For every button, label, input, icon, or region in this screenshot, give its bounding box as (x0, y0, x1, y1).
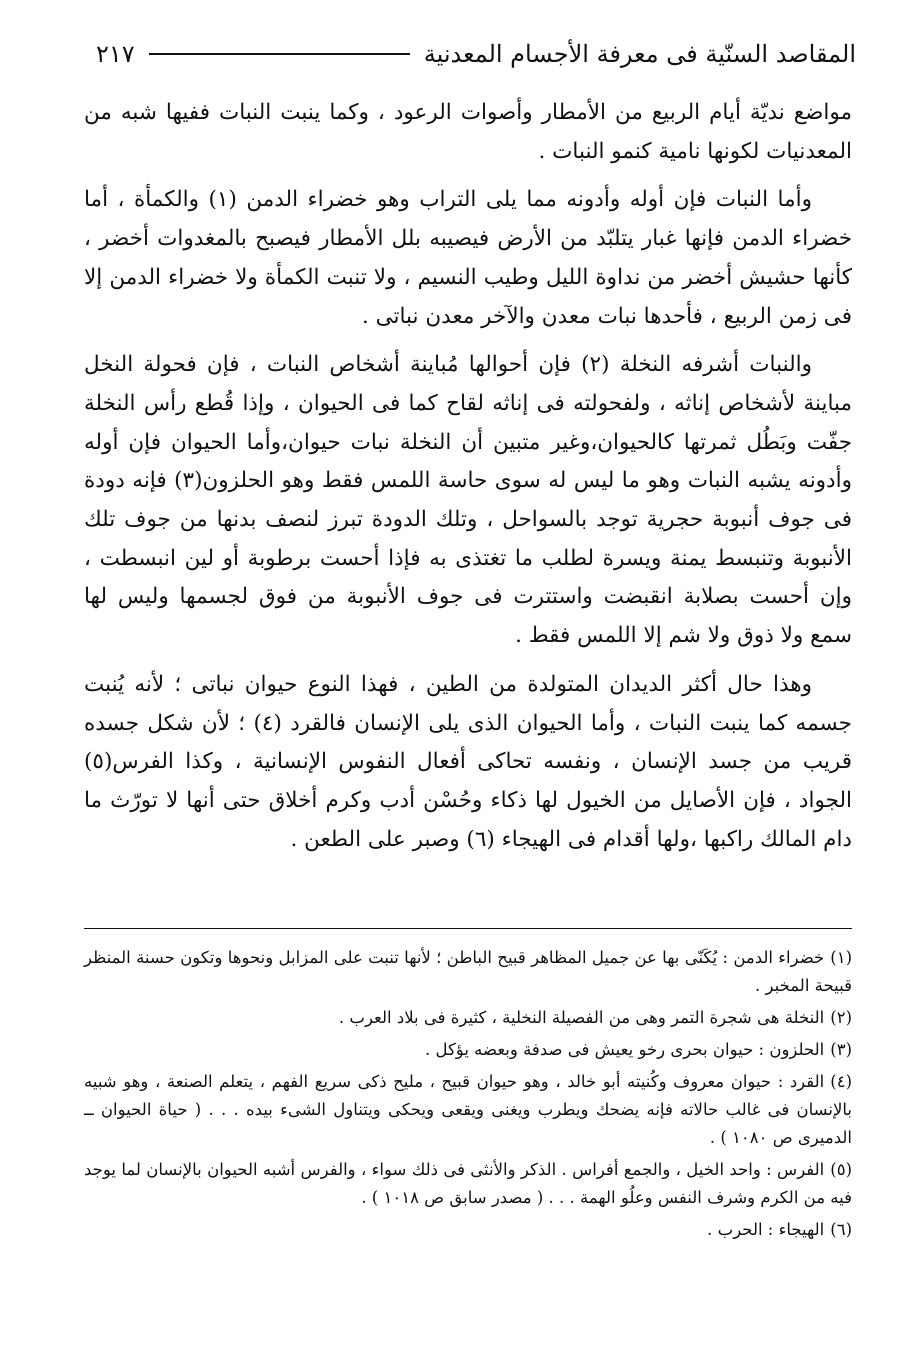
footnote (84, 1036, 852, 1064)
footnote-text: النخلة هى شجرة التمر وهى من الفصيلة النخلية ، كثيرة فى بلاد العرب . (338, 1008, 825, 1027)
footnote (84, 1004, 852, 1032)
footnote-separator (84, 928, 852, 929)
paragraph: وهذا حال أكثر الديدان المتولدة من الطين ، فهذا النوع حيوان نباتى ؛ لأنه يُنبت جسمه كما ينبت النبات ، وأما الحيوان الذى يلى الإنسان فالقرد (٤) ؛ لأن شكل جسده قريب من جسد الإنسان ، ونفسه تحاكى أفعال النفوس الإنسانية ، وكذا الفرس(٥) الجواد ، فإن الأصايل من الخيول لها ذكاء وحُسْن أدب وكرم أخلاق حتى أنها لا تورّث ما دام المالك راكبها ،ولها أقدام فى الهيجاء (٦) وصبر على الطعن . (84, 671, 852, 852)
paragraph: والنبات أشرفه النخلة (٢) فإن أحوالها مُباينة أشخاص النبات ، فإن فحولة النخل مباينة لأشخاص إناثه ، ولفحولته فى إناثه لقاح كما فى الحيوان ، وإذا قُطع رأس النخلة جفّت وبَطُل ثمرتها كالحيوان،وغير متبين أن النخلة نبات حيوان،وأما الحيوان فإن أوله وأدونه يشبه النبات وهو ما ليس له سوى حاسة اللمس فقط وهو الحلزون(٣) فإنه دودة فى جوف أنبوبة حجرية توجد بالسواحل ، وتلك الدودة تبرز لنصف بدنها من جوف تلك الأنبوبة وتنبسط يمنة ويسرة لطلب ما تغتذى به فإذا أحست برطوبة أو لين انبسطت ، وإن أحست بصلابة انقبضت واستترت فى جوف الأنبوبة من فوق لجسمها وليس لها سمع ولا ذوق ولا شم إلا اللمس فقط . (84, 352, 852, 649)
page-number: ٢١٧ (96, 40, 135, 68)
footnote-mark: (٣) (830, 1040, 852, 1059)
footnote-text: الهيجاء : الحرب . (707, 1220, 825, 1239)
footnote-text: القرد : حيوان معروف وكُنيته أبو خالد ، وهو حيوان قبيح ، مليح ذكى سريع الفهم ، يتعلم الصنعة ، وهو شبيه بالإنسان فى غالب حالاته فإنه يضحك ويطرب ويغنى ويقعى ويحكى ويتناول الشىء بيده . . . ( حياة الحيوان ــ الدميرى ص ١٠٨٠ ) . (84, 1072, 853, 1147)
footnote (84, 1068, 852, 1152)
page-header (96, 34, 856, 74)
footnote-mark: (١) (830, 948, 852, 967)
footnote-mark: (٥) (830, 1160, 853, 1179)
footnote-text: الفرس : واحد الخيل ، والجمع أفراس . الذكر والأنثى فى ذلك سواء ، والفرس أشبه الحيوان بالإنسان لما يوجد فيه من الكرم وشرف النفس وعلُو الهمة . . . ( مصدر سابق ص ١٠١٨ ) . (84, 1160, 852, 1207)
paragraph: مواضع نديّة أيام الربيع من الأمطار وأصوات الرعود ، وكما ينبت النبات ففيها شبه من المعدنيات لكونها نامية كنمو النبات . (84, 100, 852, 164)
header-rule (149, 53, 410, 55)
footnote (84, 1216, 852, 1244)
footnote-mark: (٦) (830, 1220, 852, 1239)
paragraph: وأما النبات فإن أوله وأدونه مما يلى التراب وهو خضراء الدمن (١) والكمأة ، أما خضراء الدمن فإنها غبار يتلبّد من الأرض فيصيبه بلل الأمطار فيصبح بالمغدوات أخضر ، كأنها حشيش أخضر من نداوة الليل وطيب النسيم ، ولا تنبت الكمأة ولا خضراء الدمن إلا فى زمن الربيع ، فأحدها نبات معدن والآخر معدن نباتى . (84, 187, 852, 329)
footnotes (84, 944, 852, 1248)
footnote (84, 1156, 852, 1212)
footnote-text: الحلزون : حيوان بحرى رخو يعيش فى صدفة وبعضه يؤكل . (424, 1040, 825, 1059)
running-title: المقاصد السنّية فى معرفة الأجسام المعدنية (423, 40, 856, 68)
footnote-mark: (٤) (830, 1072, 852, 1091)
footnote (84, 944, 852, 1000)
body-text (84, 94, 852, 869)
footnote-text: خضراء الدمن : يُكَنّى بها عن جميل المظاهر قبيح الباطن ؛ لأنها تنبت على المزابل ونحوها وتكون حسنة المنظر قبيحة المخبر . (84, 948, 852, 995)
footnote-mark: (٢) (830, 1008, 852, 1027)
